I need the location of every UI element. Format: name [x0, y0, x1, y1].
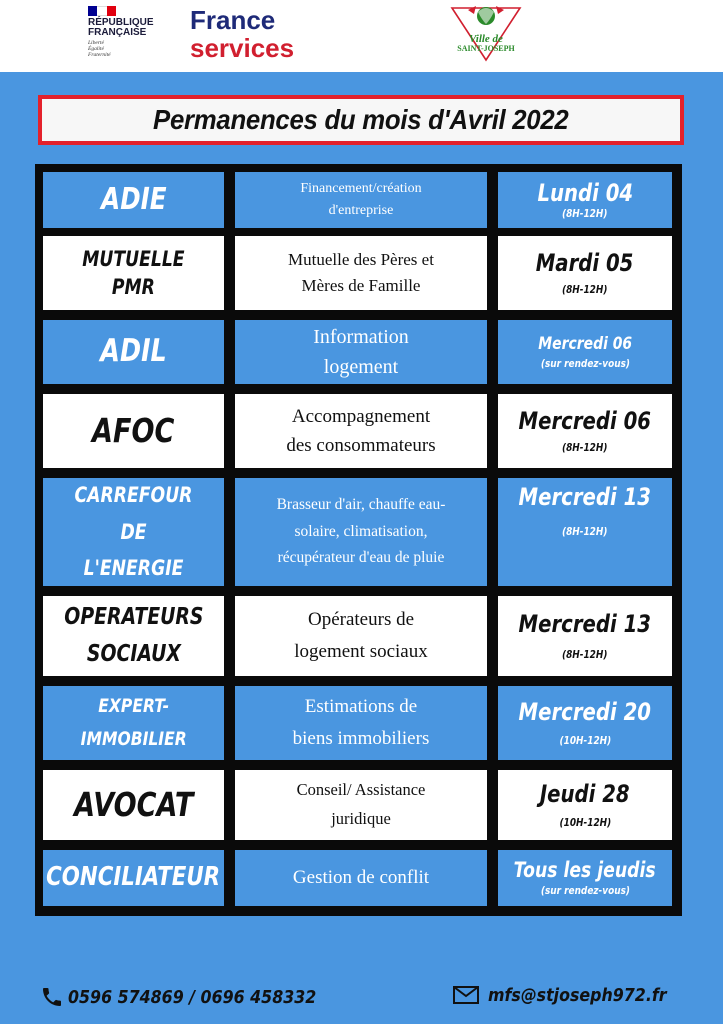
org-cell [43, 172, 224, 228]
org-cell [43, 236, 224, 310]
envelope-icon [452, 984, 480, 1006]
date-cell [498, 320, 672, 384]
org-description: Financement/création d'entreprise [300, 181, 422, 218]
phone-numbers[interactable]: 0596 574869 / 0696 458332 [68, 986, 317, 1008]
org-description: Information logement [313, 326, 409, 378]
hours-label: (8H-12H) [562, 526, 608, 538]
phone-icon [40, 985, 64, 1009]
org-description: Opérateurs de logement sociaux [294, 608, 428, 662]
day-label: Tous les jeudis [513, 858, 657, 882]
day-label: Mercredi 06 [518, 407, 652, 435]
title-banner [38, 95, 684, 145]
day-label: Jeudi 28 [540, 780, 630, 808]
org-name: EXPERT- IMMOBILIER [80, 694, 187, 750]
header [0, 0, 723, 72]
desc-cell [235, 320, 487, 384]
date-cell [498, 596, 672, 676]
day-label: Mercredi 13 [518, 483, 652, 511]
date-cell [498, 394, 672, 468]
org-cell [43, 850, 224, 906]
org-cell [43, 770, 224, 840]
org-name: ADIL [100, 333, 167, 370]
desc-cell [235, 850, 487, 906]
hours-label: (8H-12H) [562, 208, 608, 220]
rf-title: RÉPUBLIQUE FRANÇAISE [88, 17, 154, 38]
org-name: MUTUELLE PMR [82, 246, 185, 299]
desc-cell [235, 686, 487, 760]
org-cell [43, 394, 224, 468]
org-description: Brasseur d'air, chauffe eau- solaire, climatisation, récupérateur d'eau de pluie [276, 496, 446, 567]
hours-label: (10H-12H) [559, 817, 611, 829]
schedule-table [35, 164, 682, 916]
france-services-line2: services [190, 33, 295, 63]
desc-cell [235, 172, 487, 228]
date-cell [498, 686, 672, 760]
saint-joseph-logo [448, 2, 524, 64]
hours-label: (sur rendez-vous) [540, 885, 630, 897]
french-flag-icon [88, 6, 116, 16]
desc-cell [235, 478, 487, 586]
saint-joseph-line1: Ville de [469, 33, 503, 45]
day-label: Mercredi 20 [518, 698, 652, 726]
desc-cell [235, 596, 487, 676]
day-label: Mercredi 06 [538, 334, 632, 354]
date-cell [498, 172, 672, 228]
org-name: OPERATEURS SOCIAUX [63, 604, 204, 667]
day-label: Mardi 05 [536, 249, 634, 277]
france-services-logo [190, 6, 294, 62]
hours-label: (sur rendez-vous) [540, 358, 630, 370]
day-label: Mercredi 13 [518, 610, 652, 638]
org-description: Conseil/ Assistance juridique [296, 780, 426, 828]
desc-cell [235, 770, 487, 840]
footer-email [452, 982, 691, 1008]
org-cell [43, 596, 224, 676]
date-cell [498, 478, 672, 586]
org-name: AFOC [92, 410, 175, 450]
desc-cell [235, 394, 487, 468]
hours-label: (8H-12H) [562, 284, 608, 296]
hours-label: (10H-12H) [559, 735, 611, 747]
org-description: Gestion de conflit [292, 867, 430, 889]
org-name: CONCILIATEUR [46, 862, 221, 893]
date-cell [498, 236, 672, 310]
email-address[interactable]: mfs@stjoseph972.fr [488, 984, 667, 1006]
org-name: ADIE [100, 181, 167, 217]
org-name: AVOCAT [73, 784, 194, 824]
france-services-line1: France [190, 5, 276, 35]
hours-label: (8H-12H) [562, 649, 608, 661]
page-title: Permanences du mois d'Avril 2022 [153, 104, 569, 135]
org-description: Estimations de biens immobiliers [292, 695, 430, 749]
republique-francaise-logo [88, 6, 168, 58]
org-name: CARREFOUR DE L'ENERGIE [74, 482, 193, 581]
org-cell [43, 686, 224, 760]
org-description: Accompagnement des consommateurs [286, 405, 436, 456]
org-cell [43, 320, 224, 384]
desc-cell [235, 236, 487, 310]
date-cell [498, 850, 672, 906]
saint-joseph-line2: SAINT-JOSEPH [457, 44, 515, 53]
hours-label: (8H-12H) [562, 442, 608, 454]
org-cell [43, 478, 224, 586]
org-description: Mutuelle des Pères et Mères de Famille [288, 249, 434, 295]
rf-motto: Liberté Égalité Fraternité [88, 40, 111, 58]
date-cell [498, 770, 672, 840]
footer-phone [40, 984, 350, 1010]
day-label: Lundi 04 [537, 179, 633, 207]
